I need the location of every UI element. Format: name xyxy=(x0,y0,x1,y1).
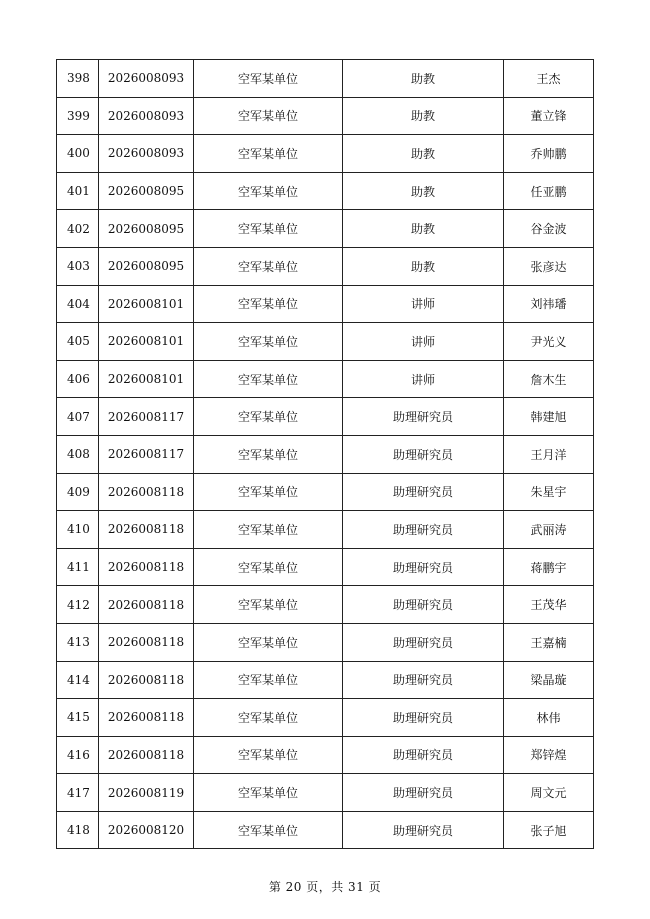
table-row xyxy=(57,60,594,98)
cell-position-code: 2026008101 xyxy=(99,285,194,323)
cell-serial-number: 402 xyxy=(57,210,99,248)
cell-person-name: 梁晶璇 xyxy=(504,661,594,699)
cell-serial-number: 418 xyxy=(57,811,99,849)
cell-person-name: 朱星宇 xyxy=(504,473,594,511)
table-row xyxy=(57,210,594,248)
table-row xyxy=(57,398,594,436)
cell-job-title: 助理研究员 xyxy=(343,623,504,661)
cell-serial-number: 412 xyxy=(57,586,99,624)
cell-unit: 空军某单位 xyxy=(194,172,343,210)
cell-position-code: 2026008101 xyxy=(99,323,194,361)
cell-serial-number: 414 xyxy=(57,661,99,699)
cell-serial-number: 411 xyxy=(57,548,99,586)
cell-position-code: 2026008118 xyxy=(99,473,194,511)
cell-position-code: 2026008118 xyxy=(99,699,194,737)
table-row xyxy=(57,285,594,323)
cell-unit: 空军某单位 xyxy=(194,97,343,135)
cell-person-name: 任亚鹏 xyxy=(504,172,594,210)
cell-unit: 空军某单位 xyxy=(194,60,343,98)
cell-unit: 空军某单位 xyxy=(194,661,343,699)
page-footer: 第 20 页，共 31 页 xyxy=(268,880,382,894)
table-row xyxy=(57,97,594,135)
cell-person-name: 董立锋 xyxy=(504,97,594,135)
cell-position-code: 2026008118 xyxy=(99,661,194,699)
cell-job-title: 助理研究员 xyxy=(343,398,504,436)
cell-person-name: 王茂华 xyxy=(504,586,594,624)
table-row xyxy=(57,661,594,699)
cell-job-title: 助理研究员 xyxy=(343,435,504,473)
cell-serial-number: 399 xyxy=(57,97,99,135)
table-row xyxy=(57,811,594,849)
cell-position-code: 2026008093 xyxy=(99,135,194,173)
cell-person-name: 蒋鹏宇 xyxy=(504,548,594,586)
cell-job-title: 助教 xyxy=(343,60,504,98)
cell-person-name: 詹木生 xyxy=(504,360,594,398)
cell-position-code: 2026008093 xyxy=(99,97,194,135)
cell-job-title: 助教 xyxy=(343,135,504,173)
cell-unit: 空军某单位 xyxy=(194,135,343,173)
cell-position-code: 2026008117 xyxy=(99,398,194,436)
cell-job-title: 助理研究员 xyxy=(343,511,504,549)
cell-job-title: 助理研究员 xyxy=(343,811,504,849)
cell-person-name: 张子旭 xyxy=(504,811,594,849)
cell-person-name: 王月洋 xyxy=(504,435,594,473)
cell-job-title: 助理研究员 xyxy=(343,661,504,699)
cell-position-code: 2026008118 xyxy=(99,623,194,661)
cell-serial-number: 401 xyxy=(57,172,99,210)
cell-serial-number: 408 xyxy=(57,435,99,473)
cell-position-code: 2026008118 xyxy=(99,586,194,624)
cell-job-title: 讲师 xyxy=(343,360,504,398)
cell-serial-number: 416 xyxy=(57,736,99,774)
table-row xyxy=(57,623,594,661)
cell-position-code: 2026008117 xyxy=(99,435,194,473)
cell-position-code: 2026008095 xyxy=(99,210,194,248)
cell-person-name: 刘祎璠 xyxy=(504,285,594,323)
cell-job-title: 助教 xyxy=(343,97,504,135)
cell-person-name: 韩建旭 xyxy=(504,398,594,436)
cell-job-title: 助教 xyxy=(343,210,504,248)
cell-unit: 空军某单位 xyxy=(194,398,343,436)
cell-serial-number: 410 xyxy=(57,511,99,549)
cell-person-name: 郑锌煌 xyxy=(504,736,594,774)
roster-table-body xyxy=(57,60,594,849)
cell-job-title: 讲师 xyxy=(343,285,504,323)
table-row xyxy=(57,247,594,285)
cell-unit: 空军某单位 xyxy=(194,736,343,774)
cell-job-title: 助理研究员 xyxy=(343,586,504,624)
cell-position-code: 2026008118 xyxy=(99,548,194,586)
cell-person-name: 周文元 xyxy=(504,774,594,812)
cell-person-name: 谷金波 xyxy=(504,210,594,248)
cell-serial-number: 413 xyxy=(57,623,99,661)
table-row xyxy=(57,548,594,586)
cell-serial-number: 417 xyxy=(57,774,99,812)
cell-serial-number: 415 xyxy=(57,699,99,737)
cell-unit: 空军某单位 xyxy=(194,285,343,323)
cell-person-name: 王嘉楠 xyxy=(504,623,594,661)
cell-person-name: 王杰 xyxy=(504,60,594,98)
cell-unit: 空军某单位 xyxy=(194,811,343,849)
cell-job-title: 助教 xyxy=(343,247,504,285)
cell-job-title: 助理研究员 xyxy=(343,548,504,586)
table-row xyxy=(57,135,594,173)
cell-job-title: 助理研究员 xyxy=(343,736,504,774)
cell-person-name: 武丽涛 xyxy=(504,511,594,549)
roster-table xyxy=(56,59,594,849)
cell-person-name: 林伟 xyxy=(504,699,594,737)
cell-serial-number: 407 xyxy=(57,398,99,436)
cell-position-code: 2026008118 xyxy=(99,511,194,549)
cell-position-code: 2026008120 xyxy=(99,811,194,849)
cell-unit: 空军某单位 xyxy=(194,210,343,248)
table-row xyxy=(57,736,594,774)
table-row xyxy=(57,774,594,812)
cell-unit: 空军某单位 xyxy=(194,473,343,511)
cell-job-title: 助理研究员 xyxy=(343,699,504,737)
cell-unit: 空军某单位 xyxy=(194,360,343,398)
table-row xyxy=(57,511,594,549)
table-row xyxy=(57,435,594,473)
table-row xyxy=(57,699,594,737)
cell-unit: 空军某单位 xyxy=(194,586,343,624)
cell-job-title: 助教 xyxy=(343,172,504,210)
cell-unit: 空军某单位 xyxy=(194,511,343,549)
cell-unit: 空军某单位 xyxy=(194,323,343,361)
cell-person-name: 张彦达 xyxy=(504,247,594,285)
table-row xyxy=(57,172,594,210)
cell-position-code: 2026008119 xyxy=(99,774,194,812)
table-row xyxy=(57,323,594,361)
table-row xyxy=(57,473,594,511)
table-row xyxy=(57,586,594,624)
cell-serial-number: 404 xyxy=(57,285,99,323)
cell-person-name: 乔帅鹏 xyxy=(504,135,594,173)
cell-unit: 空军某单位 xyxy=(194,548,343,586)
cell-position-code: 2026008095 xyxy=(99,247,194,285)
cell-unit: 空军某单位 xyxy=(194,247,343,285)
cell-position-code: 2026008101 xyxy=(99,360,194,398)
cell-unit: 空军某单位 xyxy=(194,623,343,661)
cell-unit: 空军某单位 xyxy=(194,435,343,473)
cell-job-title: 助理研究员 xyxy=(343,473,504,511)
cell-unit: 空军某单位 xyxy=(194,774,343,812)
cell-position-code: 2026008118 xyxy=(99,736,194,774)
cell-unit: 空军某单位 xyxy=(194,699,343,737)
cell-serial-number: 403 xyxy=(57,247,99,285)
cell-position-code: 2026008093 xyxy=(99,60,194,98)
cell-job-title: 讲师 xyxy=(343,323,504,361)
cell-serial-number: 409 xyxy=(57,473,99,511)
cell-serial-number: 406 xyxy=(57,360,99,398)
cell-job-title: 助理研究员 xyxy=(343,774,504,812)
cell-serial-number: 398 xyxy=(57,60,99,98)
cell-serial-number: 405 xyxy=(57,323,99,361)
cell-serial-number: 400 xyxy=(57,135,99,173)
table-row xyxy=(57,360,594,398)
cell-person-name: 尹光义 xyxy=(504,323,594,361)
cell-position-code: 2026008095 xyxy=(99,172,194,210)
